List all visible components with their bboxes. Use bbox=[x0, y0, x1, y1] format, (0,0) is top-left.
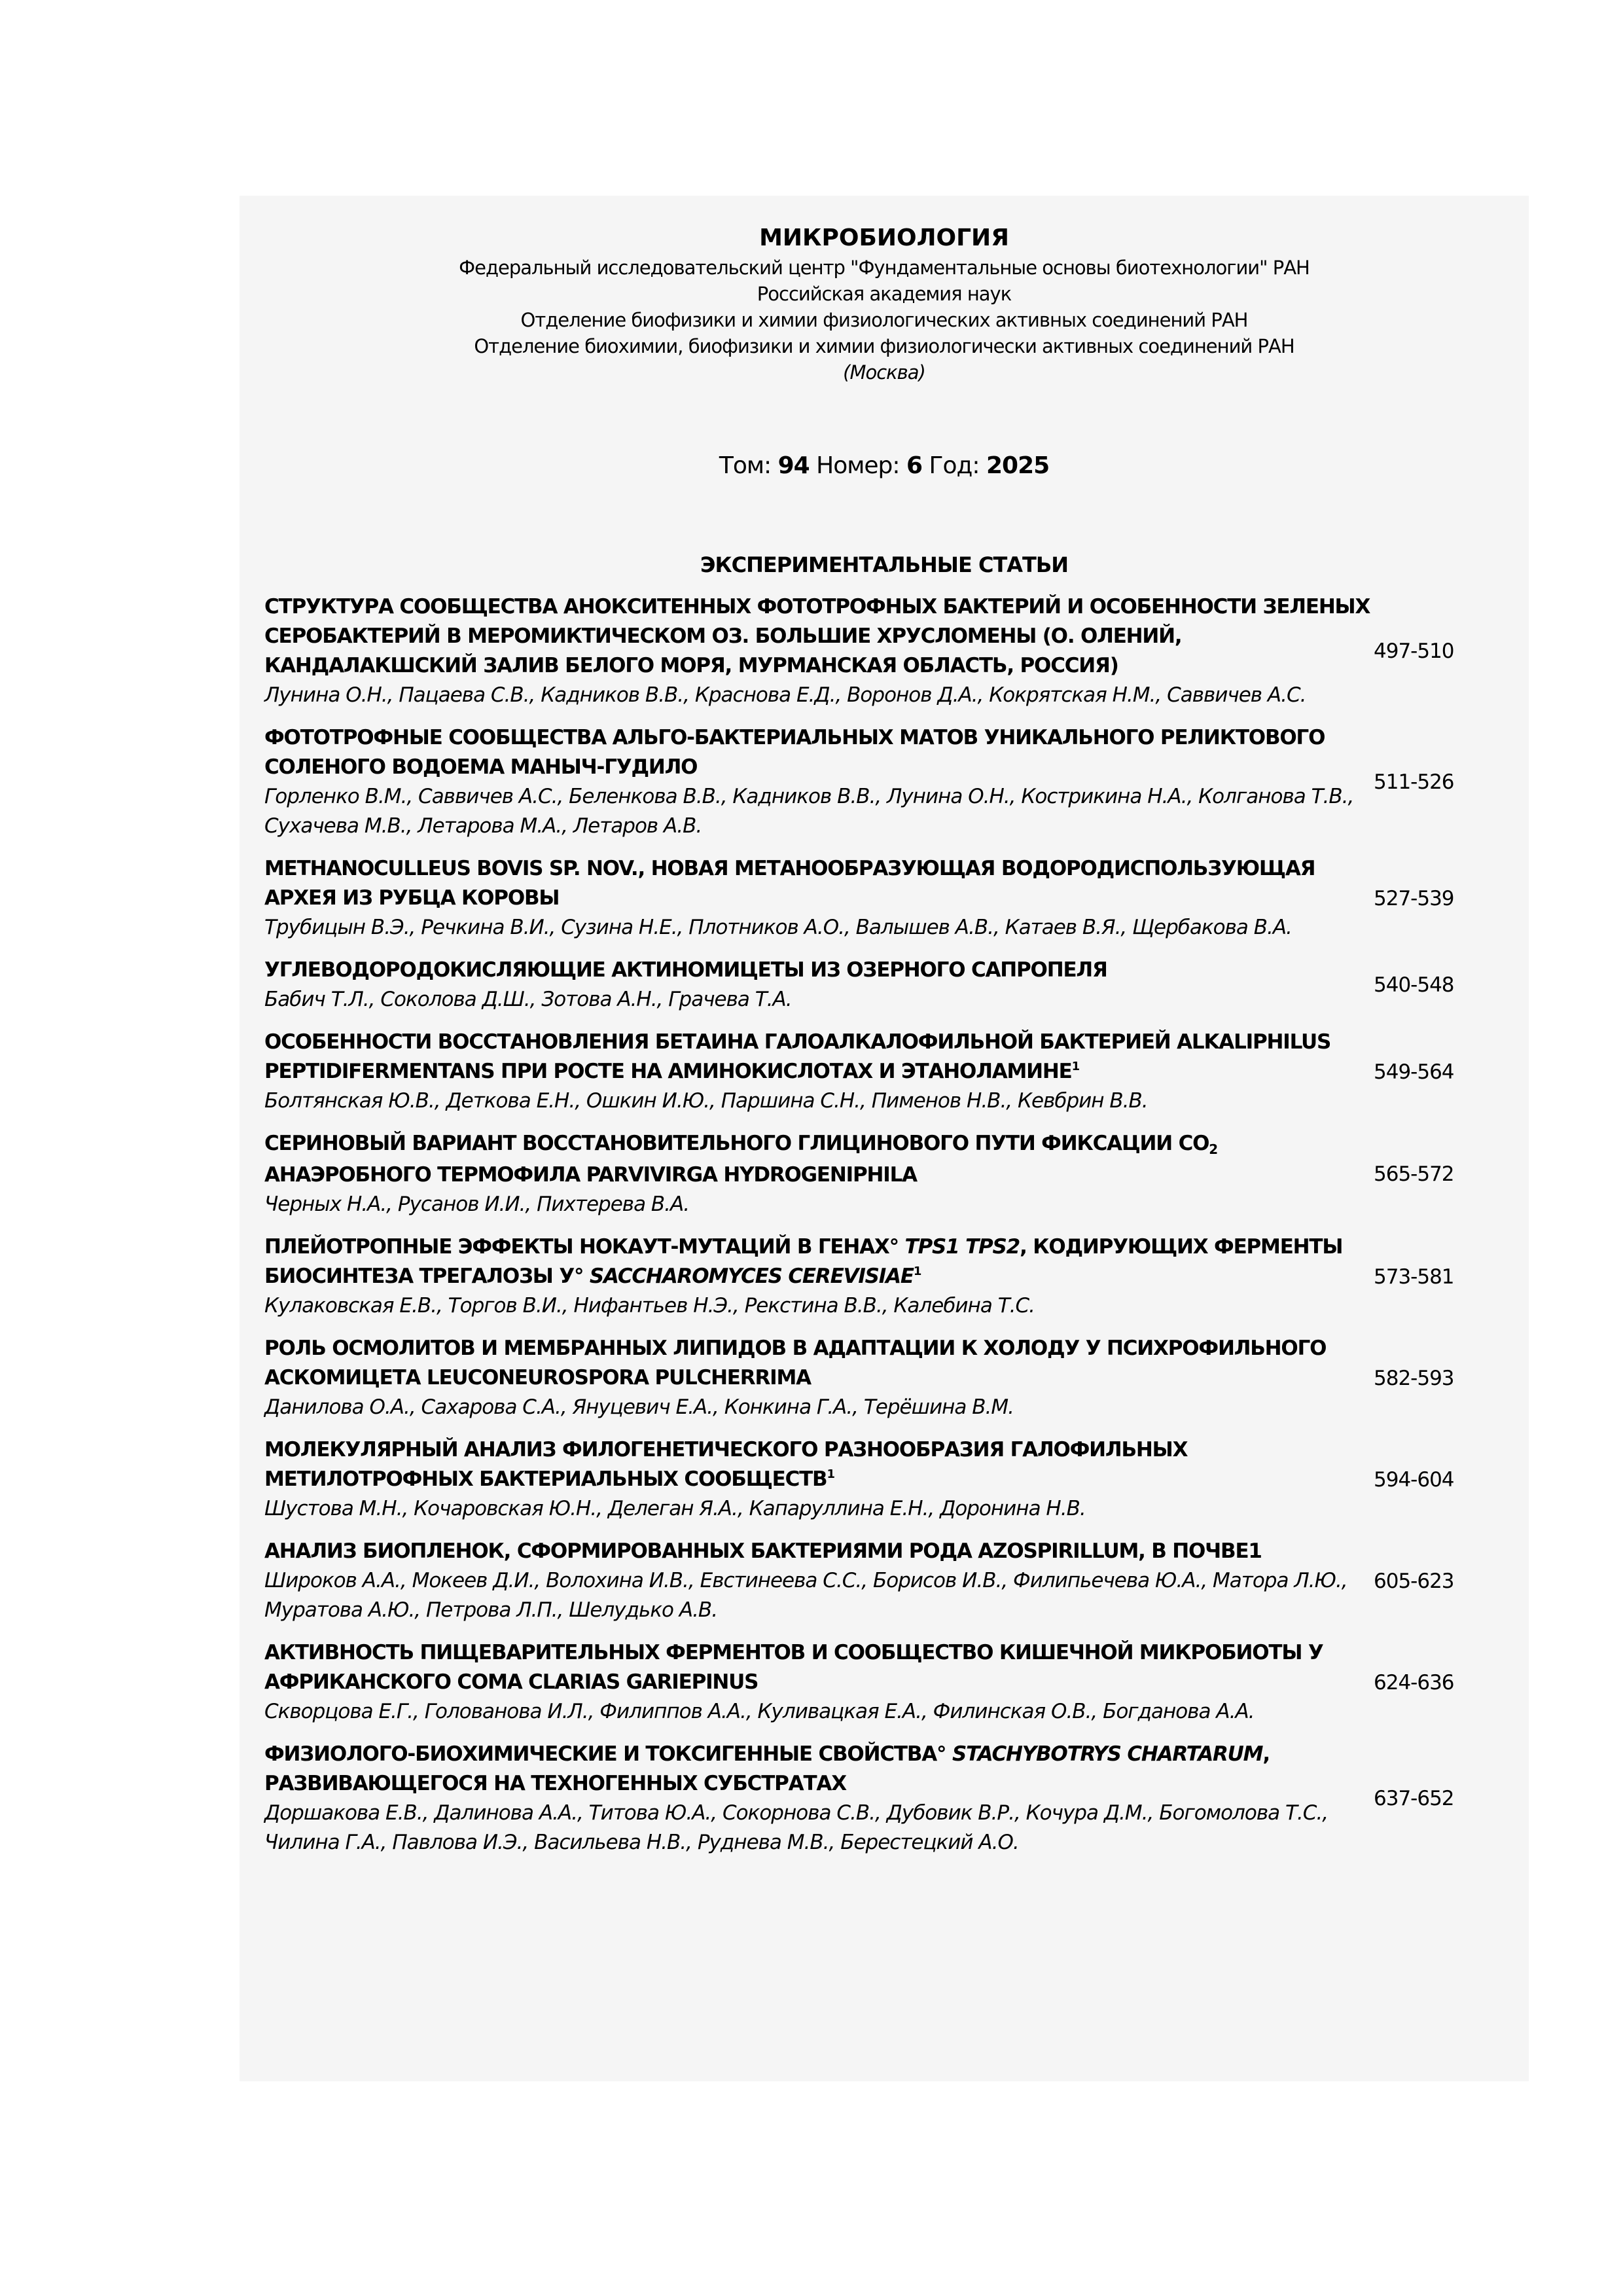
article-pages: 527-539 bbox=[1374, 886, 1454, 910]
title-segment: АНАЭРОБНОГО ТЕРМОФИЛА PARVIVIRGA HYDROGENIPHILA bbox=[264, 1132, 1249, 1187]
article-authors: Трубицын В.Э., Речкина В.И., Сузина Н.Е., Плотников А.О., Валышев А.В., Катаев В.Я., Щербакова В.А. bbox=[264, 916, 1292, 939]
article-title[interactable] bbox=[264, 956, 1370, 985]
article-authors: Широков А.А., Мокеев Д.И., Волохина И.В., Евстинеева С.С., Борисов И.В., Филипьечева Ю.А., Матора Л.Ю., Муратова А.Ю., Петрова Л.П., Шелудько А.В. bbox=[264, 1569, 1347, 1622]
article-text bbox=[264, 854, 1370, 942]
article-text bbox=[264, 1537, 1370, 1625]
number: 6 bbox=[906, 452, 923, 479]
title-segment: УГЛЕВОДОРОДОКИСЛЯЮЩИЕ АКТИНОМИЦЕТЫ ИЗ ОЗЕРНОГО САПРОПЕЛЯ bbox=[264, 958, 1107, 982]
title-segment: ПЛЕЙОТРОПНЫЕ ЭФФЕКТЫ НОКАУТ-МУТАЦИЙ В ГЕНАХ° bbox=[264, 1235, 905, 1259]
article-entry bbox=[264, 1232, 1508, 1321]
title-segment: МОЛЕКУЛЯРНЫЙ АНАЛИЗ ФИЛОГЕНЕТИЧЕСКОГО РАЗНООБРАЗИЯ ГАЛОФИЛЬНЫХ МЕТИЛОТРОФНЫХ БАКТЕРИАЛЬНЫХ СООБЩЕСТВ bbox=[264, 1438, 1194, 1491]
article-entry bbox=[264, 1537, 1508, 1625]
organization: Отделение биохимии, биофизики и химии физиологически активных соединений РАН bbox=[474, 335, 1294, 357]
article-text bbox=[264, 956, 1370, 1014]
article-text bbox=[264, 723, 1370, 841]
article-pages: 624-636 bbox=[1374, 1670, 1454, 1695]
article-title[interactable] bbox=[264, 1537, 1370, 1566]
organization: Российская академия наук bbox=[757, 283, 1012, 305]
article-pages: 594-604 bbox=[1374, 1467, 1454, 1492]
article-text bbox=[264, 1740, 1370, 1857]
article-authors: Горленко В.М., Саввичев А.С., Беленкова В.В., Кадников В.В., Лунина О.Н., Кострикина Н.А., Колганова Т.В., Сухачева М.В., Летарова М.А., Летаров А.В. bbox=[264, 785, 1354, 838]
article-entry bbox=[264, 1435, 1508, 1524]
article-text bbox=[264, 1028, 1370, 1116]
city: (Москва) bbox=[843, 361, 925, 384]
article-pages: 605-623 bbox=[1374, 1569, 1454, 1593]
number-label: Номер: bbox=[816, 452, 900, 479]
year: 2025 bbox=[986, 452, 1050, 479]
article-authors: Бабич Т.Л., Соколова Д.Ш., Зотова А.Н., Грачева Т.А. bbox=[264, 988, 792, 1011]
article-pages: 637-652 bbox=[1374, 1787, 1454, 1810]
article-authors: Скворцова Е.Г., Голованова И.Л., Филиппов А.А., Куливацкая Е.А., Филинская О.В., Богданова А.А. bbox=[264, 1700, 1255, 1723]
article-text bbox=[264, 1638, 1370, 1727]
article-entry bbox=[264, 1028, 1508, 1116]
article-authors: Шустова М.Н., Кочаровская Ю.Н., Делеган Я.А., Капаруллина Е.Н., Доронина Н.В. bbox=[264, 1497, 1086, 1520]
article-pages: 540-548 bbox=[1374, 973, 1454, 997]
title-segment: ОСОБЕННОСТИ ВОССТАНОВЛЕНИЯ БЕТАИНА ГАЛОАЛКАЛОФИЛЬНОЙ БАКТЕРИЕЙ ALKALIPHILUS PEPTIDIFERMENTANS ПРИ РОСТЕ НА АМИНОКИСЛОТАХ И ЭТАНОЛАМИНЕ bbox=[264, 1030, 1337, 1083]
title-segment: , РАЗВИВАЮЩЕГОСЯ НА ТЕХНОГЕННЫХ СУБСТРАТАХ bbox=[264, 1742, 1276, 1795]
title-segment: TPS1 TPS2 bbox=[904, 1235, 1020, 1259]
article-text bbox=[264, 1334, 1370, 1422]
article-text bbox=[264, 1129, 1370, 1219]
volume-label: Том: bbox=[719, 452, 772, 479]
article-title[interactable] bbox=[264, 1129, 1370, 1190]
article-title[interactable] bbox=[264, 854, 1370, 913]
title-segment: 1 bbox=[913, 1265, 921, 1278]
article-authors: Черных Н.А., Русанов И.И., Пихтерева В.А. bbox=[264, 1193, 690, 1216]
article-text bbox=[264, 1435, 1370, 1524]
article-authors: Кулаковская Е.В., Торгов В.И., Нифантьев Н.Э., Рекстина В.В., Калебина Т.С. bbox=[264, 1294, 1035, 1318]
organization: Федеральный исследовательский центр "Фундаментальные основы биотехнологии" РАН bbox=[459, 257, 1310, 279]
title-segment: СЕРИНОВЫЙ ВАРИАНТ ВОССТАНОВИТЕЛЬНОГО ГЛИЦИНОВОГО ПУТИ ФИКСАЦИИ CO bbox=[264, 1132, 1209, 1155]
article-authors: Данилова О.А., Сахарова С.А., Януцевич Е.А., Конкина Г.А., Терёшина В.М. bbox=[264, 1395, 1014, 1419]
article-pages: 573-581 bbox=[1374, 1265, 1454, 1289]
article-title[interactable] bbox=[264, 1232, 1370, 1291]
article-entry bbox=[264, 854, 1508, 942]
title-segment: СТРУКТУРА СООБЩЕСТВА АНОКСИТЕННЫХ ФОТОТРОФНЫХ БАКТЕРИЙ И ОСОБЕННОСТИ ЗЕЛЕНЫХ СЕРОБАКТЕРИЙ В МЕРОМИКТИЧЕСКОМ ОЗ. БОЛЬШИЕ ХРУСЛОМЕНЫ (О. ОЛЕНИЙ, КАНДАЛАКШСКИЙ ЗАЛИВ БЕЛОГО МОРЯ, МУРМАНСКАЯ ОБЛАСТЬ, РОССИЯ) bbox=[264, 595, 1376, 677]
title-segment: ФОТОТРОФНЫЕ СООБЩЕСТВА АЛЬГО-БАКТЕРИАЛЬНЫХ МАТОВ УНИКАЛЬНОГО РЕЛИКТОВОГО СОЛЕНОГО ВОДОЕМА МАНЫЧ-ГУДИЛО bbox=[264, 726, 1331, 779]
title-segment: РОЛЬ ОСМОЛИТОВ И МЕМБРАННЫХ ЛИПИДОВ В АДАПТАЦИИ К ХОЛОДУ У ПСИХРОФИЛЬНОГО АСКОМИЦЕТА LEUCONEUROSPORA PULCHERRIMA bbox=[264, 1336, 1332, 1390]
section-heading: ЭКСПЕРИМЕНТАЛЬНЫЕ СТАТЬИ bbox=[700, 552, 1069, 577]
article-pages: 497-510 bbox=[1374, 639, 1454, 663]
volume: 94 bbox=[777, 452, 810, 479]
article-title[interactable] bbox=[264, 1638, 1370, 1697]
article-authors: Доршакова Е.В., Далинова А.А., Титова Ю.А., Сокорнова С.В., Дубовик В.Р., Кочура Д.М., Богомолова Т.С., Чилина Г.А., Павлова И.Э., Васильева Н.В., Руднева М.В., Берестецкий А.О. bbox=[264, 1801, 1329, 1854]
article-text bbox=[264, 592, 1376, 710]
organization: Отделение биофизики и химии физиологических активных соединений РАН bbox=[520, 309, 1248, 331]
article-title[interactable] bbox=[264, 1740, 1370, 1799]
journal-header bbox=[240, 222, 1529, 386]
title-segment: , КОДИРУЮЩИХ ФЕРМЕНТЫ БИОСИНТЕЗА ТРЕГАЛОЗЫ У° bbox=[264, 1235, 1349, 1288]
title-segment: STACHYBOTRYS CHARTARUM bbox=[952, 1742, 1263, 1766]
article-title[interactable] bbox=[264, 592, 1376, 681]
article-entry bbox=[264, 592, 1508, 710]
journal-title: МИКРОБИОЛОГИЯ bbox=[759, 224, 1009, 251]
article-text bbox=[264, 1232, 1370, 1321]
title-segment: 2 bbox=[1209, 1141, 1218, 1157]
article-list bbox=[264, 592, 1508, 1871]
article-entry bbox=[264, 956, 1508, 1014]
issue-info bbox=[240, 452, 1529, 479]
title-segment: SACCHAROMYCES CEREVISIAE bbox=[589, 1265, 914, 1288]
article-pages: 582-593 bbox=[1374, 1366, 1454, 1390]
year-label: Год: bbox=[929, 452, 980, 479]
article-title[interactable] bbox=[264, 1028, 1370, 1086]
title-segment: METHANOCULLEUS BOVIS SP. NOV., НОВАЯ МЕТАНООБРАЗУЮЩАЯ ВОДОРОДИСПОЛЬЗУЮЩАЯ АРХЕЯ ИЗ РУБЦА КОРОВЫ bbox=[264, 857, 1321, 910]
title-segment: АКТИВНОСТЬ ПИЩЕВАРИТЕЛЬНЫХ ФЕРМЕНТОВ И СООБЩЕСТВО КИШЕЧНОЙ МИКРОБИОТЫ У АФРИКАНСКОГО СОМА CLARIAS GARIEPINUS bbox=[264, 1641, 1330, 1694]
title-segment: 1 bbox=[1071, 1060, 1079, 1073]
title-segment: ФИЗИОЛОГО-БИОХИМИЧЕСКИЕ И ТОКСИГЕННЫЕ СВОЙСТВА° bbox=[264, 1742, 952, 1766]
article-entry bbox=[264, 1129, 1508, 1219]
title-segment: АНАЛИЗ БИОПЛЕНОК, СФОРМИРОВАННЫХ БАКТЕРИЯМИ РОДА AZOSPIRILLUM, В ПОЧВЕ1 bbox=[264, 1539, 1262, 1563]
article-pages: 565-572 bbox=[1374, 1162, 1454, 1186]
article-title[interactable] bbox=[264, 723, 1370, 782]
article-entry bbox=[264, 1740, 1508, 1857]
article-title[interactable] bbox=[264, 1435, 1370, 1494]
article-pages: 549-564 bbox=[1374, 1060, 1454, 1084]
contents-panel bbox=[240, 196, 1529, 2081]
article-entry bbox=[264, 1334, 1508, 1422]
article-authors: Лунина О.Н., Пацаева С.В., Кадников В.В., Краснова Е.Д., Воронов Д.А., Кокрятская Н.М., Саввичев А.С. bbox=[264, 683, 1306, 707]
title-segment: 1 bbox=[827, 1467, 834, 1481]
article-authors: Болтянская Ю.В., Деткова Е.Н., Ошкин И.Ю., Паршина С.Н., Пименов Н.В., Кевбрин В.В. bbox=[264, 1089, 1148, 1113]
article-entry bbox=[264, 723, 1508, 841]
article-title[interactable] bbox=[264, 1334, 1370, 1393]
article-entry bbox=[264, 1638, 1508, 1727]
article-pages: 511-526 bbox=[1374, 770, 1454, 794]
